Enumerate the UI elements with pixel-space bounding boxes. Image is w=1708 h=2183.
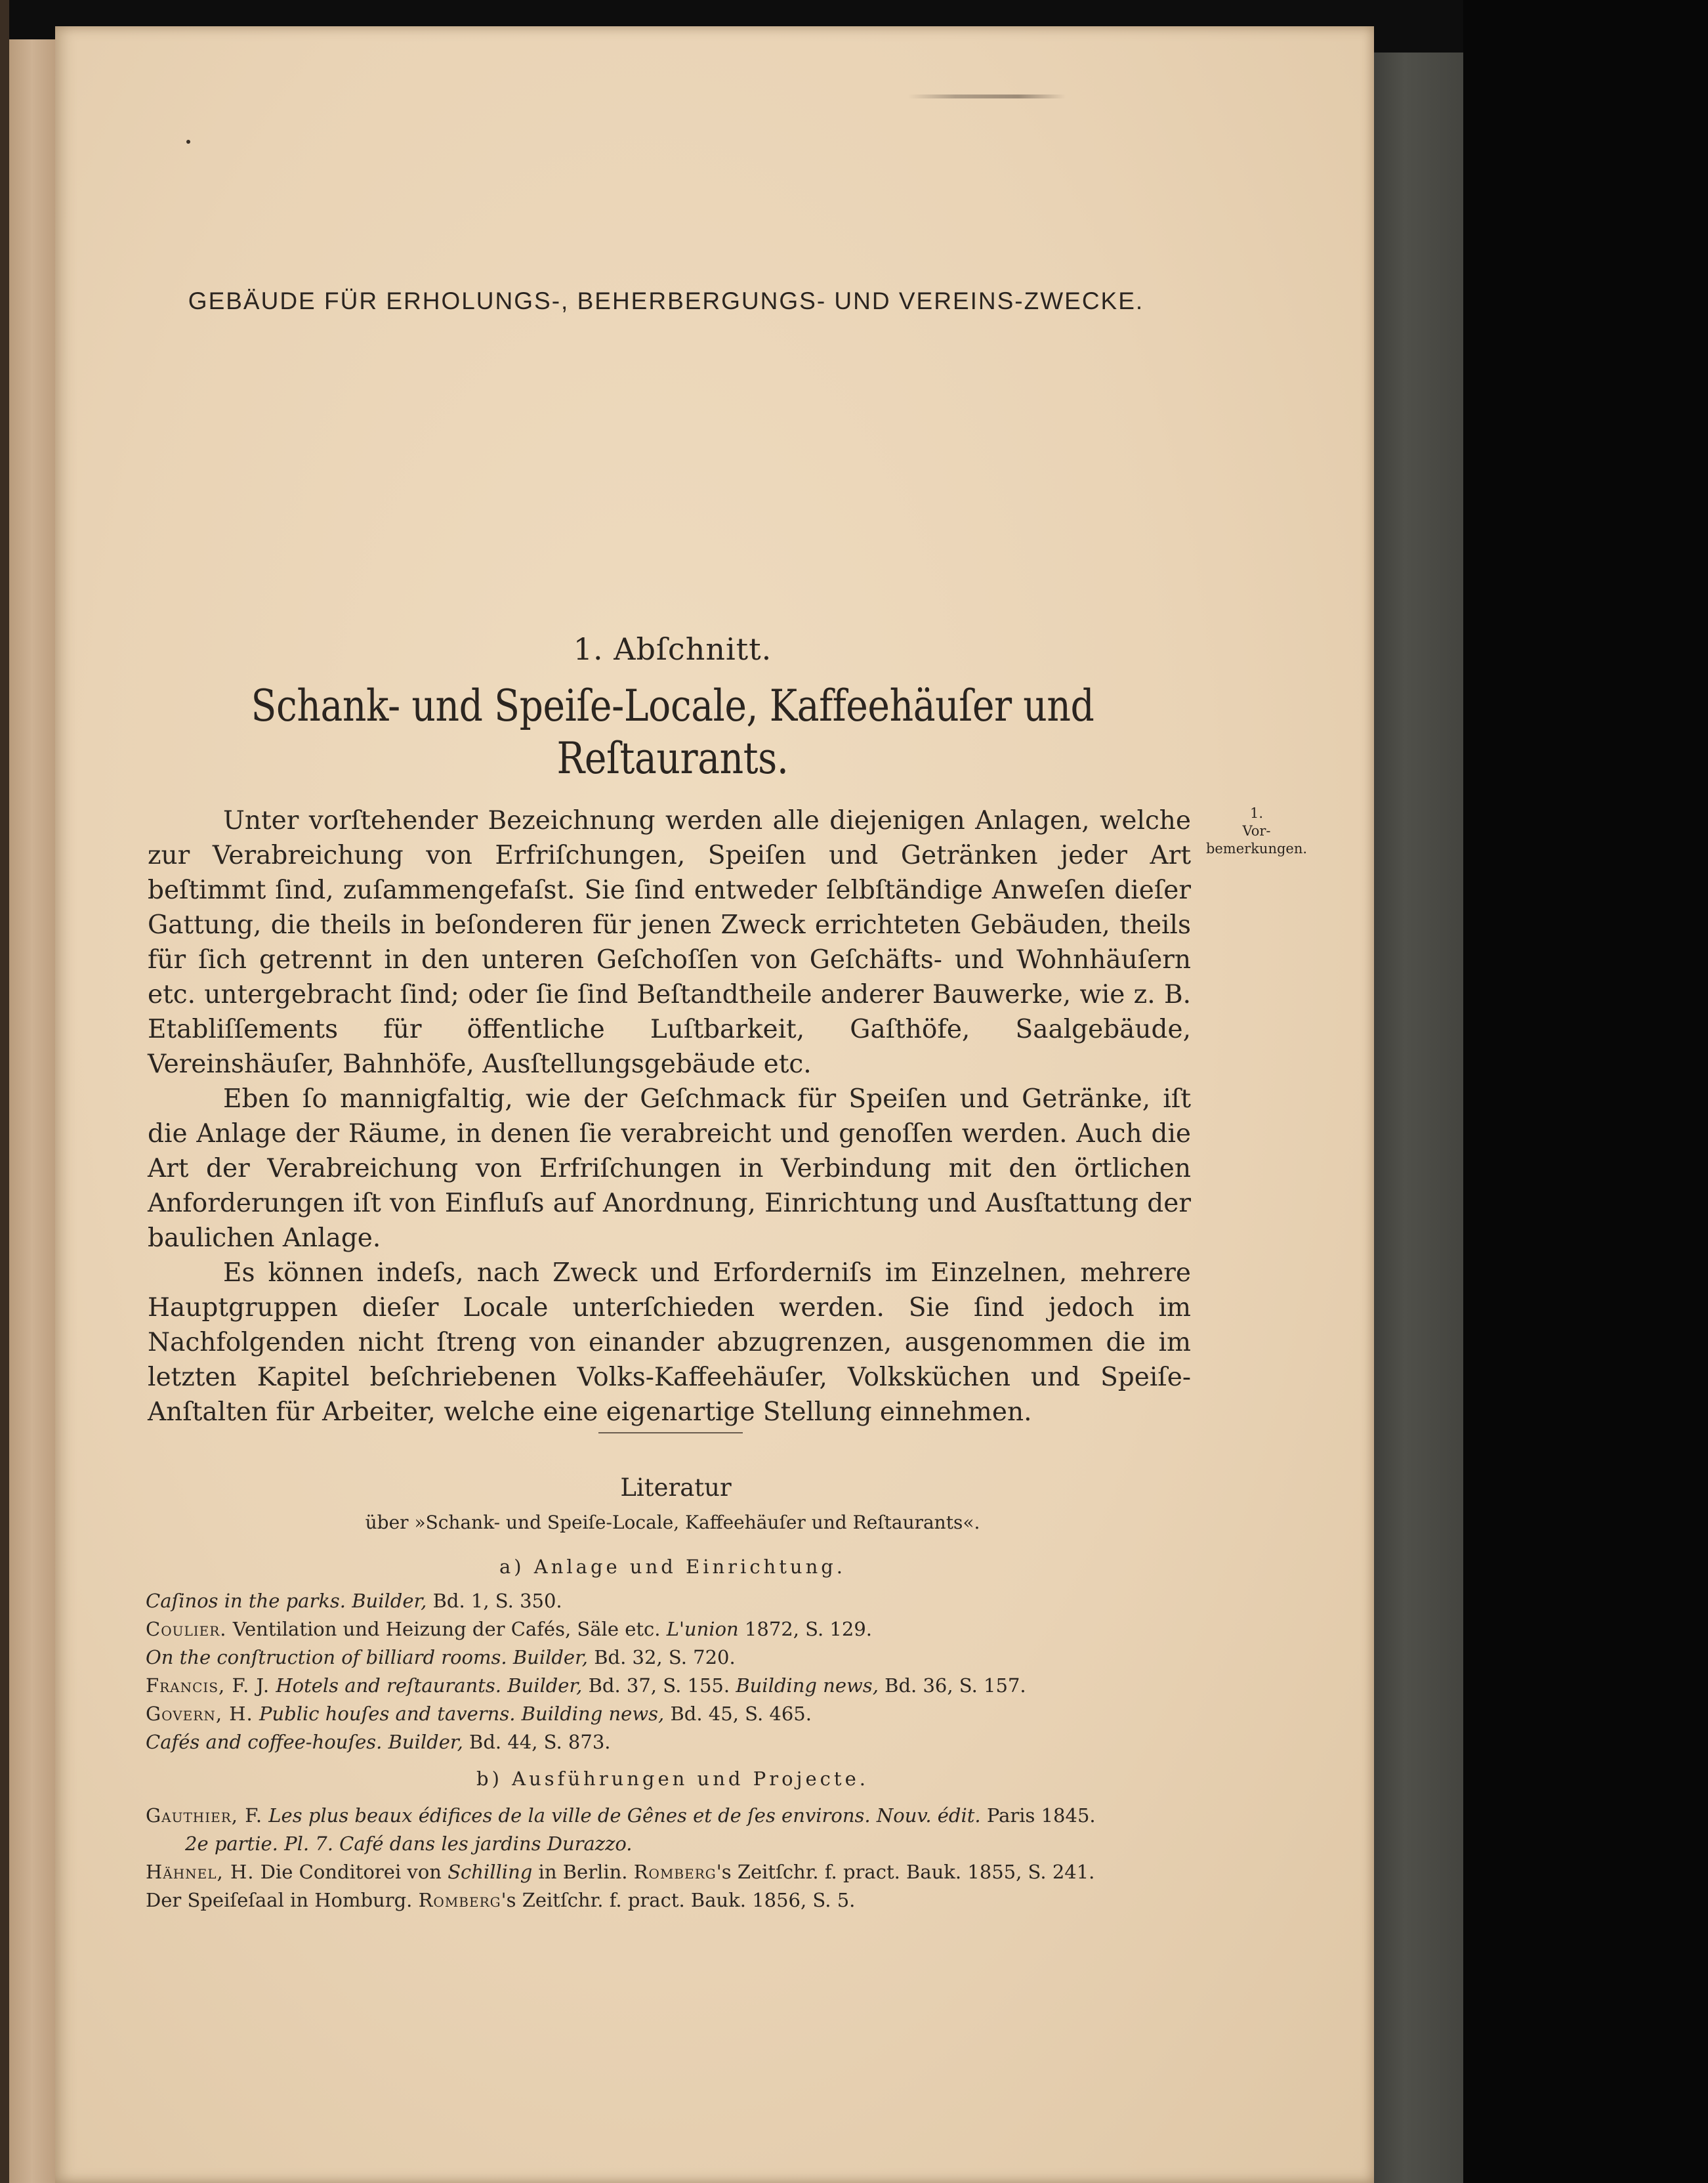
- paper-smudge: [908, 95, 1066, 98]
- reference-volume: 's Zeitſchr. f. pract. Bauk. 1856, S. 5.: [501, 1889, 856, 1911]
- reference-volume: Bd. 44, S. 873.: [463, 1731, 611, 1753]
- reference-text: Ventilation und Heizung der Cafés, Säle etc.: [232, 1618, 667, 1640]
- reference-author: Coulier.: [146, 1618, 227, 1640]
- reference-journal: Builder,: [388, 1731, 463, 1753]
- reference-volume: Bd. 1, S. 350.: [427, 1590, 562, 1612]
- reference-volume: Bd. 32, S. 720.: [588, 1646, 736, 1668]
- reference-title: Cafés and coffee-houſes.: [146, 1731, 383, 1753]
- literature-subheading: über »Schank- und Speiſe-Locale, Kaffeehäuſer und Reſtaurants«.: [365, 1512, 980, 1533]
- reference-volume: 's Zeitſchr. f. pract. Bauk. 1855, S. 241.: [716, 1861, 1095, 1883]
- running-title: GEBÄUDE FÜR ERHOLUNGS-, BEHERBERGUNGS- UND VEREINS-ZWECKE.: [188, 287, 1144, 314]
- section-number: 1. Abſchnitt.: [573, 631, 772, 667]
- literature-group-b-heading: b) Ausführungen und Projecte.: [476, 1768, 869, 1790]
- reference-author: Govern, H.: [146, 1703, 253, 1725]
- reference-journal-editor: Romberg: [633, 1861, 717, 1883]
- previous-page-edge: [9, 39, 56, 2183]
- reference-volume: Paris 1845.: [986, 1804, 1096, 1827]
- reference-author: Francis, F. J.: [146, 1674, 270, 1697]
- reference-entry: [146, 1587, 1209, 1615]
- section-separator: [598, 1432, 743, 1433]
- literature-group-a-heading: a) Anlage und Einrichtung.: [499, 1556, 846, 1578]
- reference-entry: [146, 1886, 1209, 1915]
- literature-group-a-list: [146, 1587, 1209, 1756]
- margin-note-line1: Vor-: [1242, 823, 1271, 839]
- reference-name: Schilling: [448, 1861, 533, 1883]
- reference-entry: [146, 1700, 1209, 1728]
- margin-note-number: 1.: [1249, 805, 1264, 821]
- reference-entry: [146, 1728, 1209, 1756]
- reference-journal: Builder,: [352, 1590, 427, 1612]
- reference-title: Public houſes and taverns.: [259, 1703, 516, 1725]
- background-shadow: [1463, 0, 1708, 2183]
- reference-entry: [146, 1858, 1209, 1886]
- book-binding-gutter: [0, 0, 9, 2183]
- reference-continuation: 2e partie. Pl. 7. Café dans les jardins Durazzo.: [185, 1833, 633, 1855]
- reference-entry: [146, 1830, 1209, 1858]
- reference-author: Hähnel, H.: [146, 1861, 255, 1883]
- reference-entry: [146, 1802, 1209, 1830]
- reference-text: Die Conditorei von: [260, 1861, 448, 1883]
- reference-text: Der Speiſeſaal in Homburg.: [146, 1889, 419, 1911]
- reference-title: Caſinos in the parks.: [146, 1590, 346, 1612]
- reference-entry: [146, 1643, 1209, 1672]
- margin-note: [1181, 805, 1332, 858]
- reference-volume: Bd. 37, S. 155.: [582, 1674, 736, 1697]
- body-text: [148, 803, 1191, 1430]
- reference-entry: [146, 1615, 1209, 1643]
- reference-volume: Bd. 36, S. 157.: [878, 1674, 1026, 1697]
- ink-dot: [186, 140, 190, 144]
- reference-text: in Berlin.: [532, 1861, 634, 1883]
- margin-note-line2: bemerkungen.: [1205, 841, 1308, 857]
- book-cover-board: [1365, 53, 1463, 2183]
- reference-title: Les plus beaux édifices de la ville de Gênes et de ſes environs. Nouv. édit.: [268, 1804, 981, 1827]
- reference-volume: Bd. 45, S. 465.: [664, 1703, 812, 1725]
- reference-title: Hotels and reſtaurants.: [276, 1674, 501, 1697]
- reference-journal: Building news,: [736, 1674, 879, 1697]
- body-paragraph: Es können indeſs, nach Zweck und Erforderniſs im Einzelnen, mehrere Hauptgruppen dieſer Locale unterſchieden werden. Sie ſind jedoch im Nachfolgenden nicht ſtreng von einander abzugrenzen, ausgenommen die im letzten Kapitel beſchriebenen Volks-Kaffeehäuſer, Volksküchen und Speiſe-Anſtalten für Arbeiter, welche eine eigenartige Stellung einnehmen.: [148, 1258, 1191, 1427]
- reference-journal: Building news,: [521, 1703, 665, 1725]
- reference-journal: Builder,: [512, 1646, 588, 1668]
- reference-author: Gauthier, F.: [146, 1804, 263, 1827]
- body-paragraph: Eben ſo mannigfaltig, wie der Geſchmack für Speiſen und Getränke, iſt die Anlage der Räume, in denen ſie verabreicht und genoſſen werden. Auch die Art der Verabreichung von Erfriſchungen in Verbindung mit den örtlichen Anforderungen iſt von Einfluſs auf Anordnung, Einrichtung und Ausſtattung der baulichen Anlage.: [148, 1084, 1191, 1253]
- literature-group-b-list: [146, 1802, 1209, 1915]
- reference-journal-editor: Romberg: [418, 1889, 501, 1911]
- section-title: Schank- und Speiſe-Locale, Kaffeehäuſer und Reſtaurants.: [251, 681, 1094, 784]
- reference-entry: [146, 1672, 1209, 1700]
- reference-volume: 1872, S. 129.: [738, 1618, 873, 1640]
- reference-journal: Builder,: [507, 1674, 583, 1697]
- reference-title: On the conſtruction of billiard rooms.: [146, 1646, 507, 1668]
- reference-journal: L'union: [666, 1618, 739, 1640]
- literature-heading: Literatur: [620, 1473, 732, 1502]
- body-paragraph: Unter vorſtehender Bezeichnung werden alle diejenigen Anlagen, welche zur Verabreichung von Erfriſchungen, Speiſen und Getränken jeder Art beſtimmt ſind, zuſammengefaſst. Sie ſind entweder ſelbſtändige Anweſen dieſer Gattung, die theils in beſonderen für jenen Zweck errichteten Gebäuden, theils für ſich getrennt in den unteren Geſchoſſen von Geſchäfts- und Wohnhäuſern etc. untergebracht ſind; oder ſie ſind Beſtandtheile anderer Bauwerke, wie z. B. Etabliſſements für öffentliche Luſtbarkeit, Gaſthöfe, Saalgebäude, Vereinshäuſer, Bahnhöfe, Ausſtellungsgebäude etc.: [148, 806, 1191, 1079]
